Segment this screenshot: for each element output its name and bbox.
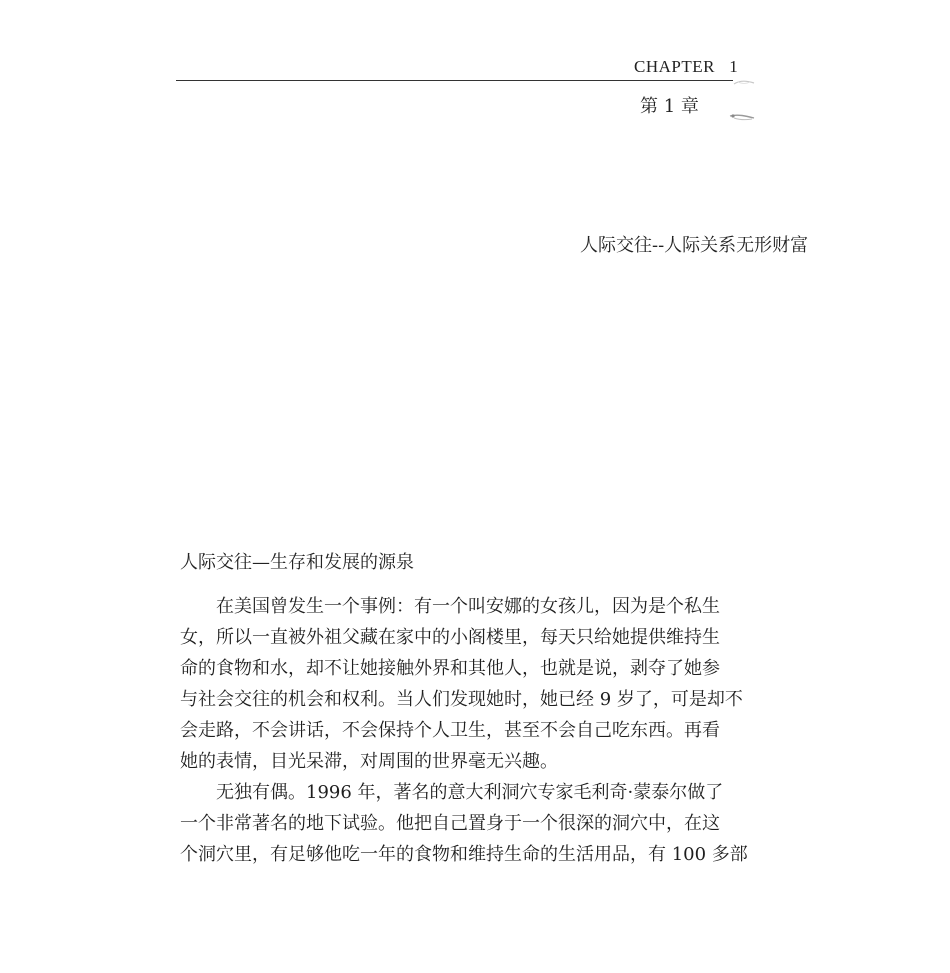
paragraph (180, 777, 802, 870)
feather-ornament-icon (728, 78, 758, 124)
header-rule (176, 80, 733, 81)
body-text (180, 591, 802, 870)
chapter-label-en: CHAPTER 1 (634, 57, 739, 76)
chapter-label-cn: 第 1 章 (640, 96, 699, 117)
text-line: 个洞穴里，有足够他吃一年的食物和维持生命的生活用品，有 100 多部 (180, 844, 748, 865)
text-line: 与社会交往的机会和权利。当人们发现她时，她已经 9 岁了，可是却不 (180, 689, 743, 710)
section-heading: 人际交往—生存和发展的源泉 (180, 552, 414, 573)
text-line: 女，所以一直被外祖父藏在家中的小阁楼里，每天只给她提供维持生 (180, 627, 720, 648)
text-line: 无独有偶。1996 年，著名的意大利洞穴专家毛利奇·蒙泰尔做了 (180, 782, 724, 803)
text-line: 她的表情，目光呆滞，对周围的世界毫无兴趣。 (180, 751, 558, 772)
text-line: 命的食物和水，却不让她接触外界和其他人，也就是说，剥夺了她参 (180, 658, 720, 679)
text-line: 会走路，不会讲话，不会保持个人卫生，甚至不会自己吃东西。再看 (180, 720, 720, 741)
paragraph (180, 591, 802, 777)
chapter-title: 人际交往--人际关系无形财富 (580, 235, 809, 256)
text-line: 一个非常著名的地下试验。他把自己置身于一个很深的洞穴中，在这 (180, 813, 720, 834)
text-line: 在美国曾发生一个事例：有一个叫安娜的女孩儿，因为是个私生 (180, 596, 720, 617)
